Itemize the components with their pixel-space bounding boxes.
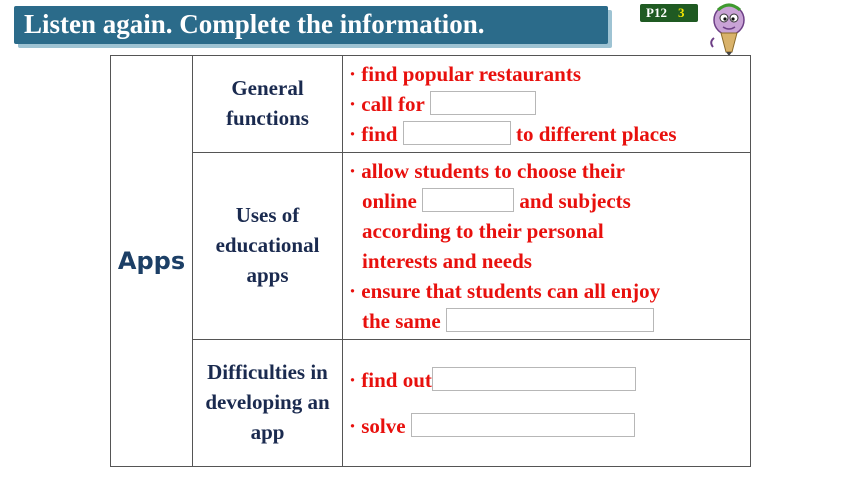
list-item: · find to different places [349, 122, 677, 146]
information-table [110, 55, 751, 467]
answer-blank[interactable] [446, 308, 654, 332]
list-item: · solve [349, 411, 744, 441]
list-item: the same [349, 306, 744, 336]
table-row-educational [111, 153, 751, 340]
pencil-mascot-icon [705, 2, 751, 56]
title-banner [14, 6, 608, 44]
answer-blank[interactable] [430, 91, 536, 115]
category-educational-apps: Uses of educational apps [193, 153, 343, 340]
table-row-general [111, 56, 751, 153]
category-general-functions: General functions [193, 56, 343, 153]
general-functions-content [343, 56, 751, 153]
list-item: · call for [349, 89, 744, 119]
answer-blank[interactable] [411, 413, 635, 437]
answer-blank[interactable] [432, 367, 636, 391]
apps-row-header: Apps [111, 56, 193, 467]
educational-apps-content [343, 153, 751, 340]
page-number: 3 [678, 5, 685, 20]
list-item: interests and needs [362, 249, 532, 273]
list-item: according to their personal [362, 219, 604, 243]
list-item: online and subjects [362, 189, 631, 213]
list-item: · find popular restaurants [349, 62, 582, 86]
page-title: Listen again. Complete the information. [24, 9, 485, 39]
list-item: · ensure that students can all enjoy [349, 279, 661, 303]
table-row-difficulties [111, 340, 751, 467]
list-item: · allow students to choose their [349, 159, 625, 183]
answer-blank[interactable] [422, 188, 514, 212]
page-label: P12 [646, 5, 667, 20]
page-reference-badge [640, 4, 698, 22]
category-difficulties: Difficulties in developing an app [193, 340, 343, 467]
difficulties-content [343, 340, 751, 467]
list-item: · find out [349, 365, 744, 395]
answer-blank[interactable] [403, 121, 511, 145]
